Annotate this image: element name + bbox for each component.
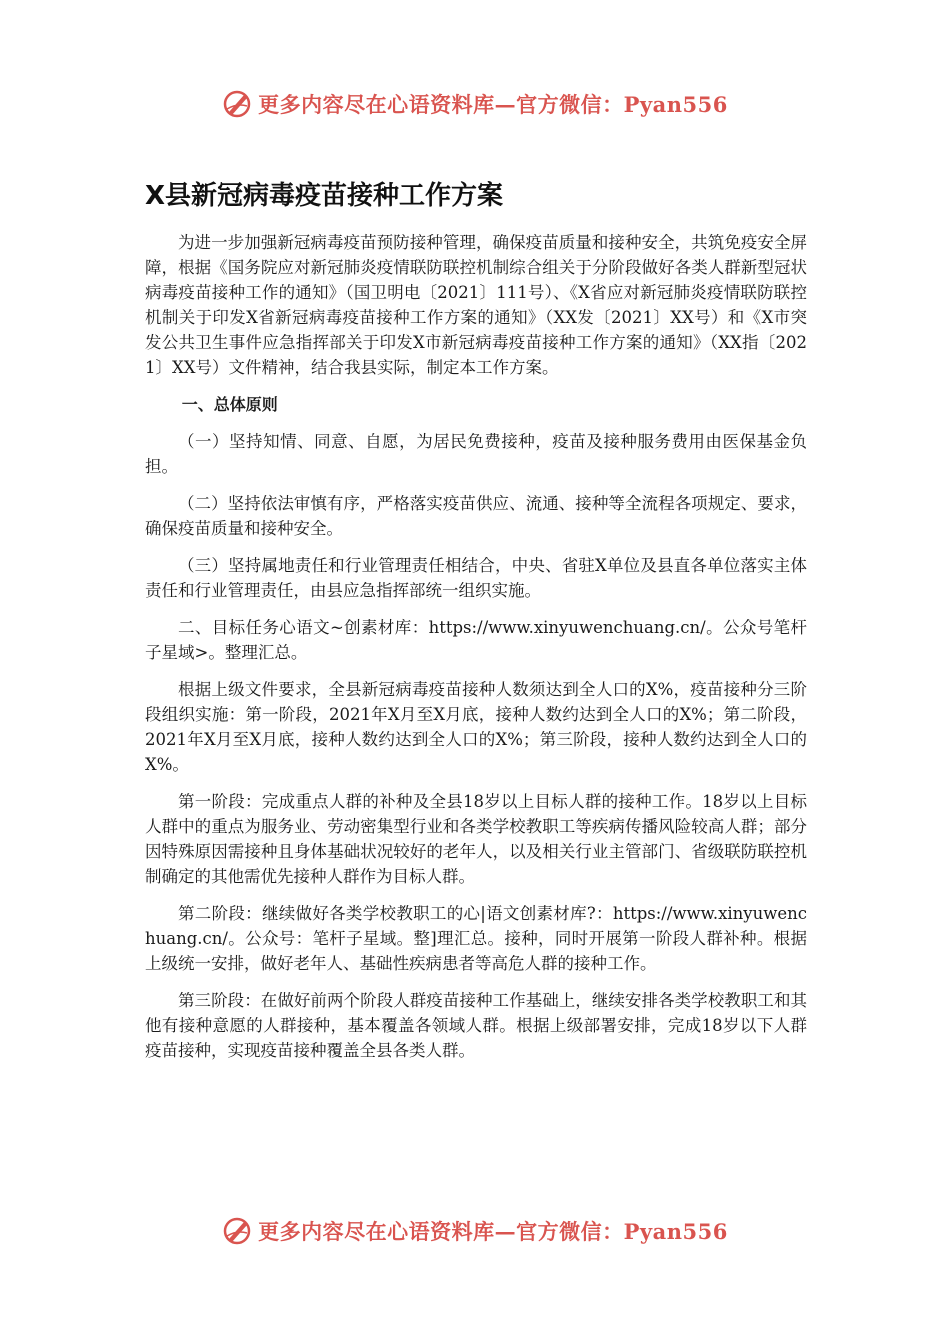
principle-item: （三）坚持属地责任和行业管理责任相结合，中央、省驻X单位及县直各单位落实主体责任和行业管理责任，由县应急指挥部统一组织实施。 (145, 556, 807, 600)
document-body (145, 230, 807, 1075)
header-watermark-banner (0, 84, 950, 124)
pen-logo-icon (222, 89, 252, 119)
phase-one-paragraph: 第一阶段：完成重点人群的补种及全县18岁以上目标人群的接种工作。18岁以上目标人群中的重点为服务业、劳动密集型行业和各类学校教职工等疾病传播风险较高人群；部分因特殊原因需接种且身体基础状况较好的老年人，以及相关行业主管部门、省级联防联控机制确定的其他需优先接种人群作为目标人群。 (145, 792, 807, 886)
phase-three-paragraph: 第三阶段：在做好前两个阶段人群疫苗接种工作基础上，继续安排各类学校教职工和其他有接种意愿的人群接种，基本覆盖各领域人群。根据上级部署安排，完成18岁以下人群疫苗接种，实现疫苗接种覆盖全县各类人群。 (145, 991, 807, 1060)
targets-paragraph: 根据上级文件要求，全县新冠病毒疫苗接种人数须达到全人口的X%，疫苗接种分三阶段组织实施：第一阶段，2021年X月至X月底，接种人数约达到全人口的X%；第二阶段，2021年X月至X月底，接种人数约达到全人口的X%；第三阶段，接种人数约达到全人口的X%。 (145, 680, 807, 774)
watermark-text: 更多内容尽在心语资料库—官方微信：Pyan556 (258, 1219, 728, 1244)
principle-item: （二）坚持依法审慎有序，严格落实疫苗供应、流通、接种等全流程各项规定、要求，确保疫苗质量和接种安全。 (145, 494, 807, 538)
footer-watermark-banner (0, 1211, 950, 1251)
principle-item: （一）坚持知情、同意、自愿，为居民免费接种，疫苗及接种服务费用由医保基金负担。 (145, 432, 807, 476)
section-heading-principles: 一、总体原则 (181, 395, 278, 414)
section-heading-targets: 二、目标任务心语文~创素材库：https://www.xinyuwenchuang.cn/。公众号笔杆子星域>。整理汇总。 (145, 618, 807, 662)
document-title: X县新冠病毒疫苗接种工作方案 (145, 181, 504, 211)
pen-logo-icon (222, 1216, 252, 1246)
watermark-text: 更多内容尽在心语资料库—官方微信：Pyan556 (258, 92, 728, 117)
phase-two-paragraph: 第二阶段：继续做好各类学校教职工的心|语文创素材库?：https://www.xinyuwenchuang.cn/。公众号：笔杆子星域。整]理汇总。接种，同时开展第一阶段人群补种。根据上级统一安排，做好老年人、基础性疾病患者等高危人群的接种工作。 (145, 904, 807, 973)
intro-paragraph: 为进一步加强新冠病毒疫苗预防接种管理，确保疫苗质量和接种安全，共筑免疫安全屏障，根据《国务院应对新冠肺炎疫情联防联控机制综合组关于分阶段做好各类人群新型冠状病毒疫苗接种工作的通知》（国卫明电〔2021〕111号）、《X省应对新冠肺炎疫情联防联控机制关于印发X省新冠病毒疫苗接种工作方案的通知》（XX发〔2021〕XX号）和《X市突发公共卫生事件应急指挥部关于印发X市新冠病毒疫苗接种工作方案的通知》（XX指〔2021〕XX号）文件精神，结合我县实际，制定本工作方案。 (145, 233, 807, 377)
